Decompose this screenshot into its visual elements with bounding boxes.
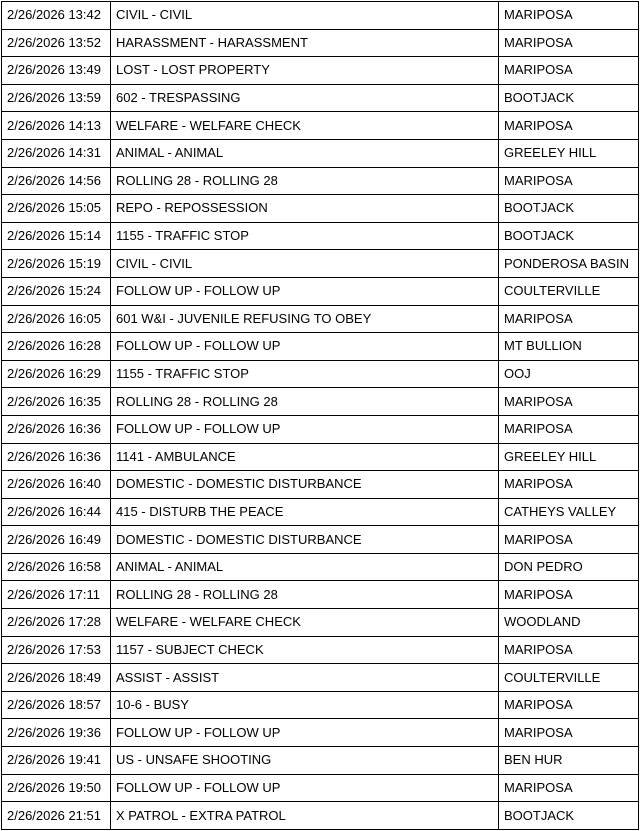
call-type-cell: 602 - TRESPASSING [111,84,499,112]
table-row [2,609,639,637]
table-row [2,471,639,499]
call-type-cell: 1155 - TRAFFIC STOP [111,222,499,250]
call-location-cell: MARIPOSA [499,112,639,140]
call-location-cell: MARIPOSA [499,774,639,802]
call-location-cell: BOOTJACK [499,802,639,830]
table-row [2,29,639,57]
call-type-cell: HARASSMENT - HARASSMENT [111,29,499,57]
table-row [2,139,639,167]
call-log-body [2,2,639,830]
table-row [2,2,639,30]
call-time-cell: 2/26/2026 17:53 [2,636,111,664]
call-location-cell: MARIPOSA [499,526,639,554]
call-type-cell: 415 - DISTURB THE PEACE [111,498,499,526]
call-type-cell: FOLLOW UP - FOLLOW UP [111,774,499,802]
call-location-cell: COULTERVILLE [499,664,639,692]
call-type-cell: 601 W&I - JUVENILE REFUSING TO OBEY [111,305,499,333]
call-log-table [1,1,639,830]
table-row [2,691,639,719]
call-type-cell: US - UNSAFE SHOOTING [111,747,499,775]
call-type-cell: ROLLING 28 - ROLLING 28 [111,581,499,609]
call-time-cell: 2/26/2026 16:29 [2,360,111,388]
table-row [2,553,639,581]
table-row [2,277,639,305]
call-type-cell: ROLLING 28 - ROLLING 28 [111,388,499,416]
call-type-cell: 1155 - TRAFFIC STOP [111,360,499,388]
table-row [2,167,639,195]
call-location-cell: MARIPOSA [499,691,639,719]
table-row [2,443,639,471]
table-row [2,581,639,609]
table-row [2,84,639,112]
call-location-cell: MARIPOSA [499,388,639,416]
table-row [2,57,639,85]
call-type-cell: ANIMAL - ANIMAL [111,553,499,581]
call-location-cell: MARIPOSA [499,29,639,57]
table-row [2,498,639,526]
call-time-cell: 2/26/2026 21:51 [2,802,111,830]
call-type-cell: WELFARE - WELFARE CHECK [111,112,499,140]
call-type-cell: ANIMAL - ANIMAL [111,139,499,167]
call-location-cell: DON PEDRO [499,553,639,581]
call-time-cell: 2/26/2026 16:28 [2,333,111,361]
table-row [2,112,639,140]
call-time-cell: 2/26/2026 15:05 [2,195,111,223]
call-type-cell: CIVIL - CIVIL [111,2,499,30]
call-time-cell: 2/26/2026 15:19 [2,250,111,278]
call-time-cell: 2/26/2026 13:59 [2,84,111,112]
table-row [2,526,639,554]
call-type-cell: FOLLOW UP - FOLLOW UP [111,719,499,747]
call-location-cell: PONDEROSA BASIN [499,250,639,278]
call-time-cell: 2/26/2026 16:49 [2,526,111,554]
call-time-cell: 2/26/2026 19:41 [2,747,111,775]
table-row [2,305,639,333]
call-location-cell: GREELEY HILL [499,139,639,167]
call-location-cell: MT BULLION [499,333,639,361]
call-type-cell: FOLLOW UP - FOLLOW UP [111,277,499,305]
call-location-cell: COULTERVILLE [499,277,639,305]
call-time-cell: 2/26/2026 18:57 [2,691,111,719]
call-time-cell: 2/26/2026 16:36 [2,415,111,443]
table-row [2,719,639,747]
call-location-cell: WOODLAND [499,609,639,637]
call-location-cell: BOOTJACK [499,84,639,112]
call-location-cell: MARIPOSA [499,471,639,499]
call-location-cell: MARIPOSA [499,719,639,747]
call-type-cell: X PATROL - EXTRA PATROL [111,802,499,830]
call-time-cell: 2/26/2026 16:05 [2,305,111,333]
call-time-cell: 2/26/2026 14:31 [2,139,111,167]
table-row [2,250,639,278]
call-type-cell: 1157 - SUBJECT CHECK [111,636,499,664]
call-location-cell: MARIPOSA [499,167,639,195]
call-type-cell: LOST - LOST PROPERTY [111,57,499,85]
table-row [2,774,639,802]
call-time-cell: 2/26/2026 15:14 [2,222,111,250]
call-time-cell: 2/26/2026 14:13 [2,112,111,140]
call-location-cell: MARIPOSA [499,305,639,333]
call-time-cell: 2/26/2026 19:36 [2,719,111,747]
call-type-cell: 1141 - AMBULANCE [111,443,499,471]
call-time-cell: 2/26/2026 16:35 [2,388,111,416]
call-type-cell: DOMESTIC - DOMESTIC DISTURBANCE [111,471,499,499]
call-location-cell: BOOTJACK [499,195,639,223]
call-location-cell: MARIPOSA [499,2,639,30]
table-row [2,664,639,692]
call-time-cell: 2/26/2026 19:50 [2,774,111,802]
call-type-cell: FOLLOW UP - FOLLOW UP [111,333,499,361]
call-time-cell: 2/26/2026 16:58 [2,553,111,581]
table-row [2,195,639,223]
call-type-cell: ROLLING 28 - ROLLING 28 [111,167,499,195]
call-location-cell: MARIPOSA [499,57,639,85]
call-type-cell: REPO - REPOSSESSION [111,195,499,223]
call-location-cell: MARIPOSA [499,415,639,443]
table-row [2,802,639,830]
call-time-cell: 2/26/2026 14:56 [2,167,111,195]
call-time-cell: 2/26/2026 13:49 [2,57,111,85]
table-row [2,388,639,416]
call-time-cell: 2/26/2026 17:11 [2,581,111,609]
table-row [2,360,639,388]
call-location-cell: BOOTJACK [499,222,639,250]
table-row [2,333,639,361]
call-type-cell: 10-6 - BUSY [111,691,499,719]
call-time-cell: 2/26/2026 16:36 [2,443,111,471]
call-location-cell: MARIPOSA [499,636,639,664]
call-type-cell: ASSIST - ASSIST [111,664,499,692]
call-location-cell: GREELEY HILL [499,443,639,471]
call-time-cell: 2/26/2026 16:44 [2,498,111,526]
call-time-cell: 2/26/2026 15:24 [2,277,111,305]
call-type-cell: DOMESTIC - DOMESTIC DISTURBANCE [111,526,499,554]
call-time-cell: 2/26/2026 13:42 [2,2,111,30]
call-location-cell: BEN HUR [499,747,639,775]
table-row [2,415,639,443]
call-type-cell: CIVIL - CIVIL [111,250,499,278]
call-location-cell: OOJ [499,360,639,388]
call-time-cell: 2/26/2026 16:40 [2,471,111,499]
table-row [2,747,639,775]
call-type-cell: WELFARE - WELFARE CHECK [111,609,499,637]
call-time-cell: 2/26/2026 13:52 [2,29,111,57]
call-time-cell: 2/26/2026 18:49 [2,664,111,692]
table-row [2,222,639,250]
call-time-cell: 2/26/2026 17:28 [2,609,111,637]
call-type-cell: FOLLOW UP - FOLLOW UP [111,415,499,443]
call-location-cell: MARIPOSA [499,581,639,609]
table-row [2,636,639,664]
call-location-cell: CATHEYS VALLEY [499,498,639,526]
